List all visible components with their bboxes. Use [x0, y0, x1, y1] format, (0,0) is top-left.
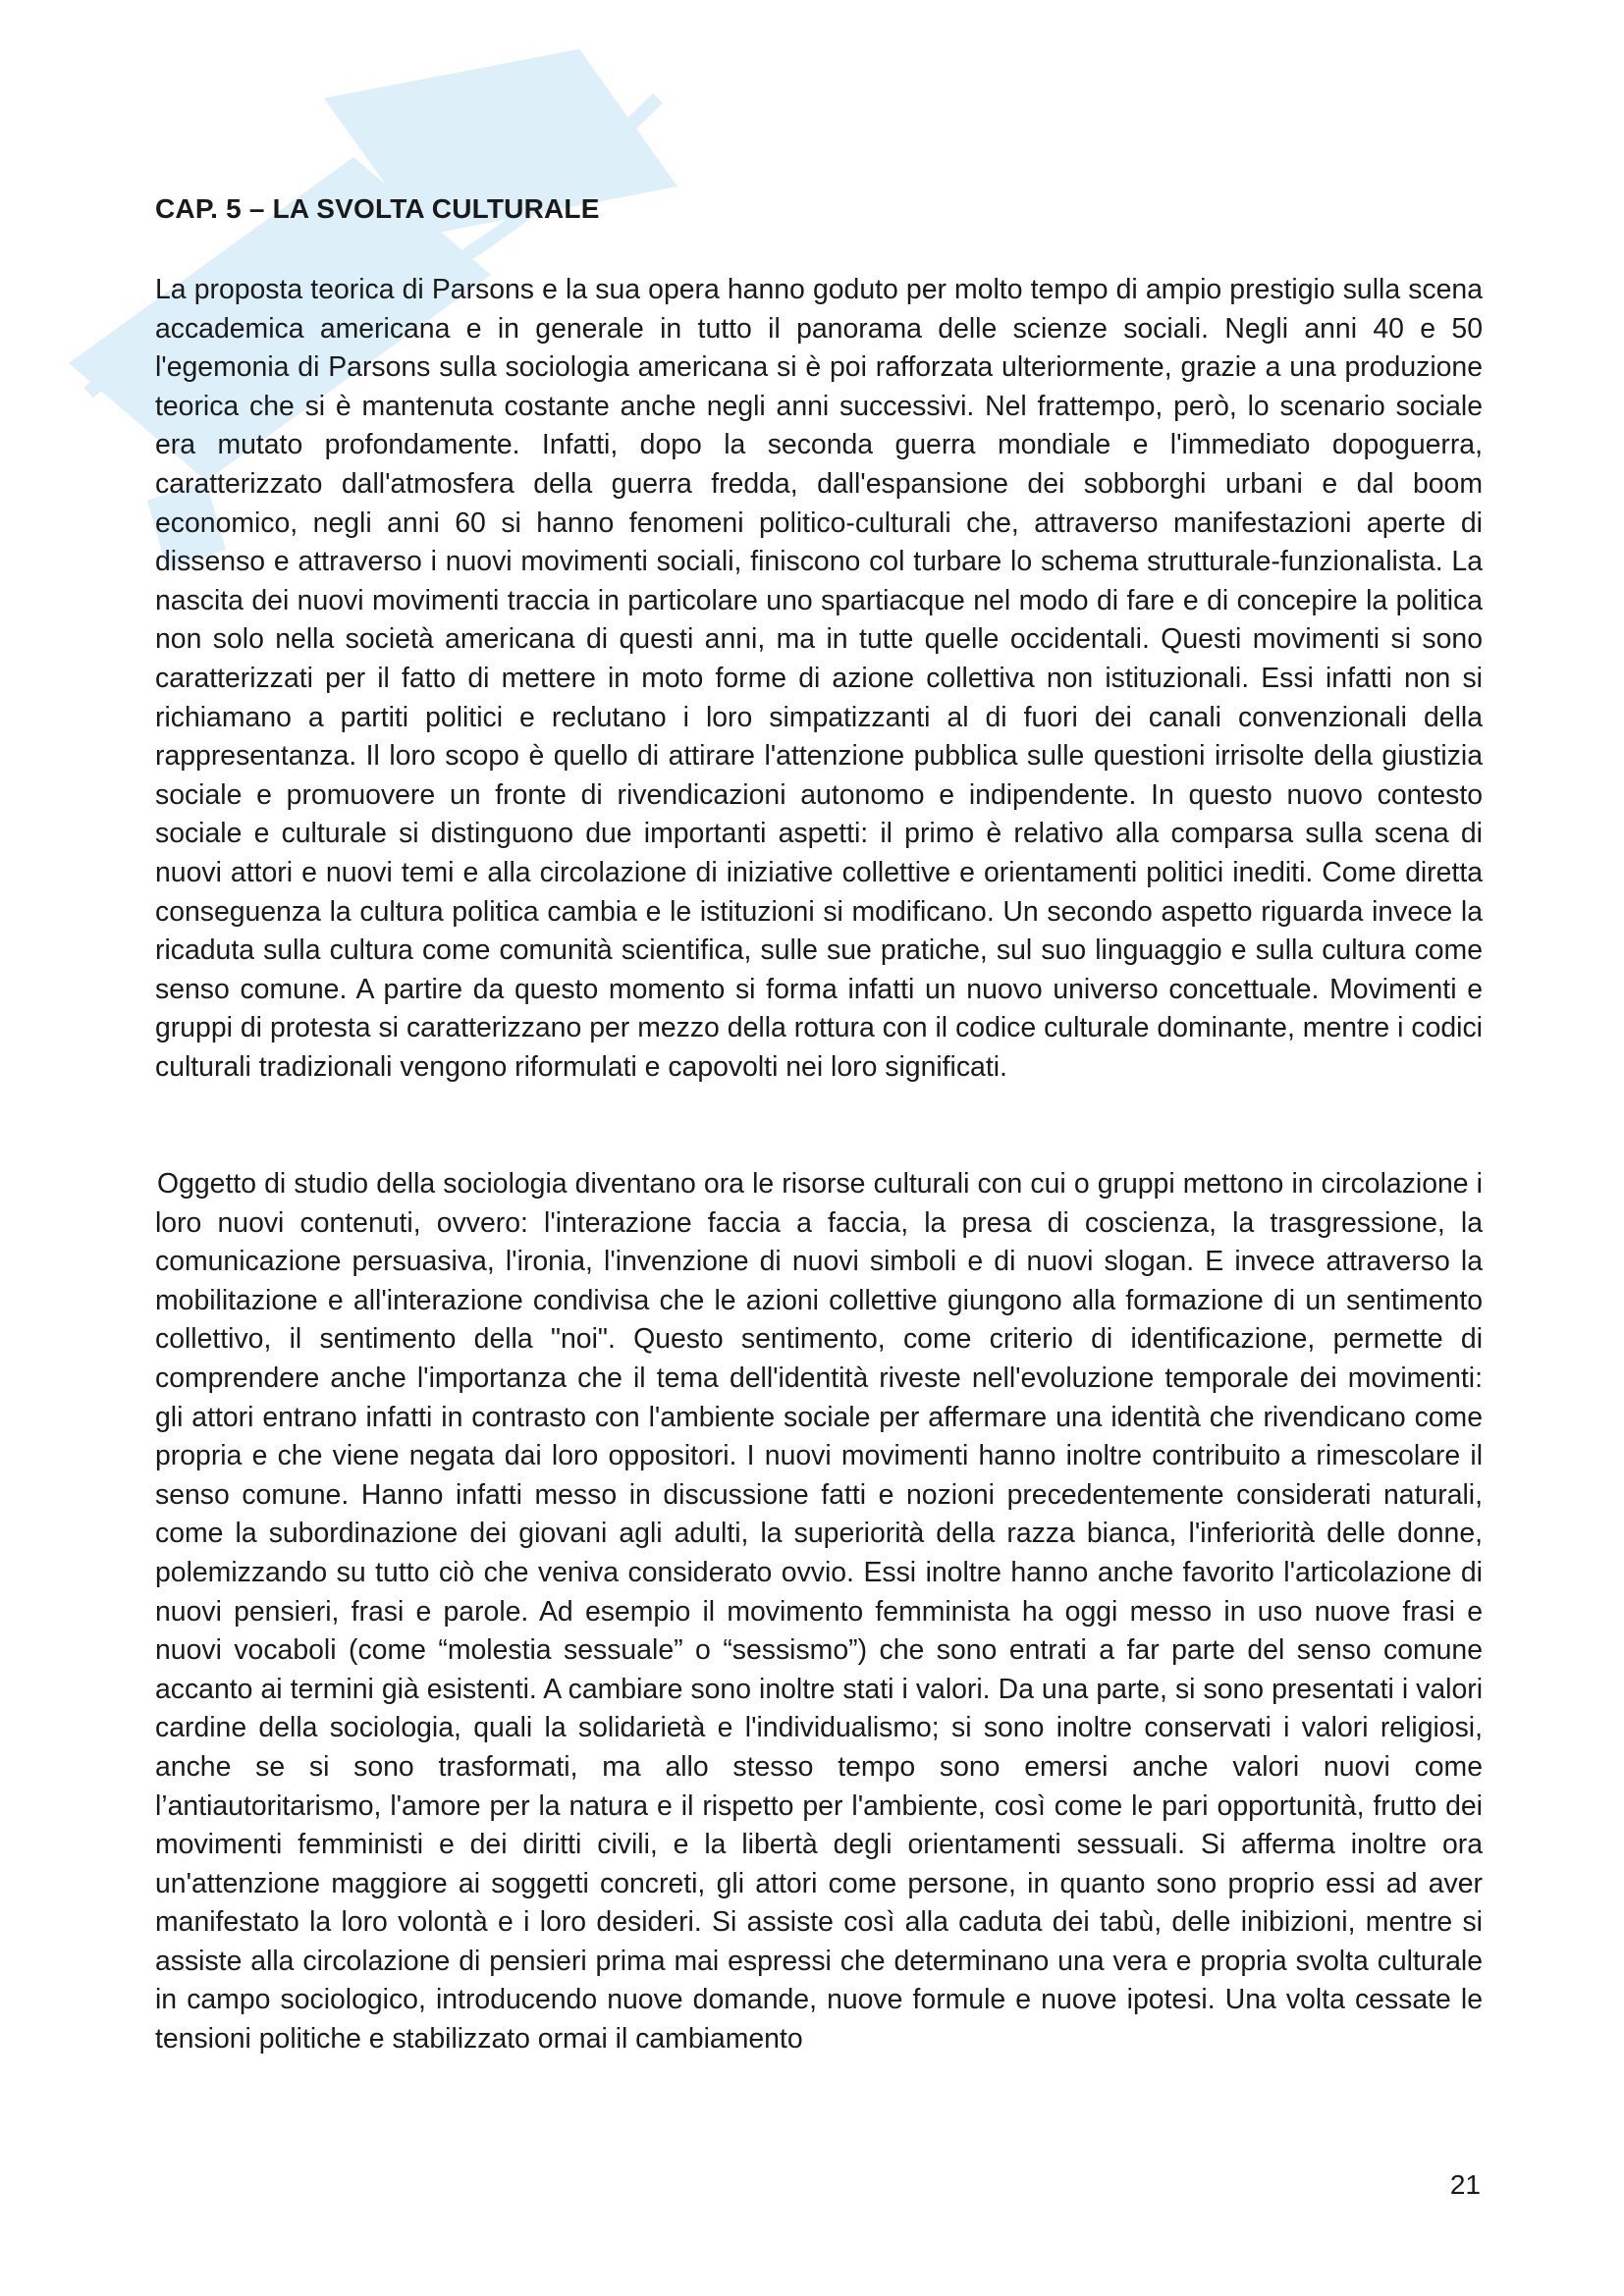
page-number: 21 [1449, 2169, 1481, 2200]
paragraph: Oggetto di studio della sociologia diventano ora le risorse culturali con cui o gruppi mettono in circolazione i loro nuovi contenuti, ovvero: l'interazione faccia a faccia, la presa di coscienza, la trasgressione, la comunicazione persuasiva, l'ironia, l'invenzione di nuovi simboli e di nuovi slogan. E invece attraverso la mobilitazione e all'interazione condivisa che le azioni collettive giungono alla formazione di un sentimento collettivo, il sentimento della "noi". Questo sentimento, come criterio di identificazione, permette di comprendere anche l'importanza che il tema dell'identità riveste nell'evoluzione temporale dei movimenti: gli attori entrano infatti in contrasto con l'ambiente sociale per affermare una identità che rivendicano come propria e che viene negata dai loro oppositori. I nuovi movimenti hanno inoltre contribuito a rimescolare il senso comune. Hanno infatti messo in discussione fatti e nozioni precedentemente considerati naturali, come la subordinazione dei giovani agli adulti, la superiorità della razza bianca, l'inferiorità delle donne, polemizzando su tutto ciò che veniva considerato ovvio. Essi inoltre hanno anche favorito l'articolazione di nuovi pensieri, frasi e parole. Ad esempio il movimento femminista ha oggi messo in uso nuove frasi e nuovi vocaboli (come “molestia sessuale” o “sessismo”) che sono entrati a far parte del senso comune accanto ai termini già esistenti. A cambiare sono inoltre stati i valori. Da una parte, si sono presentati i valori cardine della sociologia, quali la solidarietà e l'individualismo; si sono inoltre conservati i valori religiosi, anche se si sono trasformati, ma allo stesso tempo sono emersi anche valori nuovi come l’antiautoritarismo, l'amore per la natura e il rispetto per l'ambiente, così come le pari opportunità, frutto dei movimenti femministi e dei diritti civili, e la libertà degli orientamenti sessuali. Si afferma inoltre ora un'attenzione maggiore ai soggetti concreti, gli attori come persone, in quanto sono proprio essi ad aver manifestato la loro volontà e i loro desideri. Si assiste così alla caduta dei tabù, delle inibizioni, mentre si assiste alla circolazione di pensieri prima mai espressi che determinano una vera e propria svolta culturale in campo sociologico, introducendo nuove domande, nuove formule e nuove ipotesi. Una volta cessate le tensioni politiche e stabilizzato ormai il cambiamento [155, 1168, 1483, 2056]
chapter-title: CAP. 5 – LA SVOLTA CULTURALE [155, 193, 600, 224]
paragraph: La proposta teorica di Parsons e la sua opera hanno goduto per molto tempo di ampio prestigio sulla scena accademica americana e in generale in tutto il panorama delle scienze sociali. Negli anni 40 e 50 l'egemonia di Parsons sulla sociologia americana si è poi rafforzata ulteriormente, grazie a una produzione teorica che si è mantenuta costante anche negli anni successivi. Nel frattempo, però, lo scenario sociale era mutato profondamente. Infatti, dopo la seconda guerra mondiale e l'immediato dopoguerra, caratterizzato dall'atmosfera della guerra fredda, dall'espansione dei sobborghi urbani e dal boom economico, negli anni 60 si hanno fenomeni politico-culturali che, attraverso manifestazioni aperte di dissenso e attraverso i nuovi movimenti sociali, finiscono col turbare lo schema strutturale-funzionalista. La nascita dei nuovi movimenti traccia in particolare uno spartiacque nel modo di fare e di concepire la politica non solo nella società americana di questi anni, ma in tutte quelle occidentali. Questi movimenti si sono caratterizzati per il fatto di mettere in moto forme di azione collettiva non istituzionali. Essi infatti non si richiamano a partiti politici e reclutano i loro simpatizzanti al di fuori dei canali convenzionali della rappresentanza. Il loro scopo è quello di attirare l'attenzione pubblica sulle questioni irrisolte della giustizia sociale e promuovere un fronte di rivendicazioni autonomo e indipendente. In questo nuovo contesto sociale e culturale si distinguono due importanti aspetti: il primo è relativo alla comparsa sulla scena di nuovi attori e nuovi temi e alla circolazione di iniziative collettive e orientamenti politici inediti. Come diretta conseguenza la cultura politica cambia e le istituzioni si modificano. Un secondo aspetto riguarda invece la ricaduta sulla cultura come comunità scientifica, sulle sue pratiche, sul suo linguaggio e sulla cultura come senso comune. A partire da questo momento si forma infatti un nuovo universo concettuale. Movimenti e gruppi di protesta si caratterizzano per mezzo della rottura con il codice culturale dominante, mentre i codici culturali tradizionali vengono riformulati e capovolti nei loro significati. [155, 274, 1483, 1083]
